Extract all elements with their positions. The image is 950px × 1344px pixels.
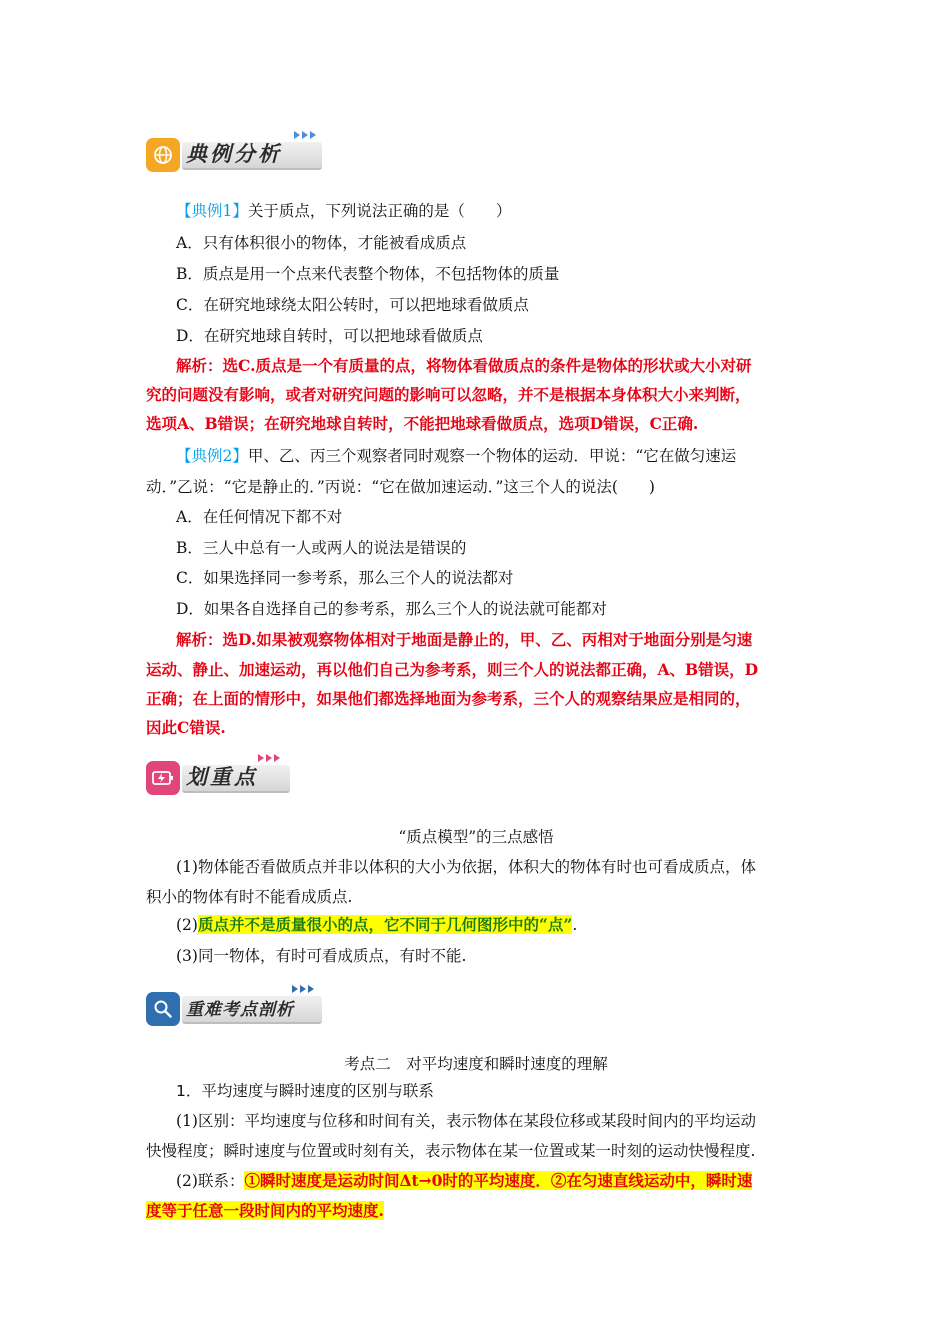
example2-question-line1: 【典例2】甲、乙、丙三个观察者同时观察一个物体的运动．甲说：“它在做匀速运 <box>176 447 737 465</box>
difference-line1: (1)区别：平均速度与位移和时间有关，表示物体在某段位移或某段时间内的平均运动 <box>176 1112 756 1130</box>
keypoint-item3: (3)同一物体，有时可看成质点，有时不能. <box>176 947 467 965</box>
example-analysis-banner <box>146 130 326 180</box>
triple-arrow-icon <box>258 747 282 766</box>
example2-solution-line3: 正确；在上面的情形中，如果他们都选择地面为参考系，三个人的观察结果应是相同的， <box>146 689 751 708</box>
example1-solution-line3: 选项A、B错误；在研究地球自转时，不能把地球看做质点，选项D错误，C正确. <box>146 414 699 433</box>
relation-line1: (2)联系：①瞬时速度是运动时间Δt→0时的平均速度．②在匀速直线运动中，瞬时速 <box>176 1171 753 1190</box>
example1-option-c: C．在研究地球绕太阳公转时，可以把地球看做质点 <box>176 296 529 314</box>
key-points-banner <box>146 753 296 803</box>
example1-option-a: A．只有体积很小的物体，才能被看成质点 <box>176 234 467 252</box>
example1-solution-line1: 解析：选C.质点是一个有质量的点，将物体看做质点的条件是物体的形状或大小对研 <box>176 356 752 375</box>
analysis-heading: 考点二 对平均速度和瞬时速度的理解 <box>344 1055 608 1073</box>
example2-solution-line2: 运动、静止、加速运动，再以他们自己为参考系，则三个人的说法都正确，A、B错误，D <box>146 660 759 679</box>
example2-option-c: C．如果选择同一参考系，那么三个人的说法都对 <box>176 569 514 587</box>
example2-question-line2: 动．”乙说：“它是静止的．”丙说：“它在做加速运动．”这三个人的说法( ) <box>146 478 655 496</box>
globe-icon <box>146 138 180 172</box>
magnifier-icon <box>146 992 180 1026</box>
keypoint-item1-line1: (1)物体能否看做质点并非以体积的大小为依据，体积大的物体有时也可看成质点，体 <box>176 858 756 876</box>
banner-title: 划重点 <box>186 765 258 789</box>
example1-option-d: D．在研究地球自转时，可以把地球看做质点 <box>176 327 483 345</box>
keypoint-heading: “质点模型”的三点感悟 <box>398 828 554 846</box>
example1-question: 【典例1】关于质点，下列说法正确的是（ ） <box>176 202 512 220</box>
example2-solution-line4: 因此C错误. <box>146 718 226 737</box>
difference-line2: 快慢程度；瞬时速度与位置或时刻有关，表示物体在某一位置或某一时刻的运动快慢程度. <box>146 1142 756 1160</box>
triple-arrow-icon <box>292 978 316 997</box>
example2-option-d: D．如果各自选择自己的参考系，那么三个人的说法就可能都对 <box>176 600 607 618</box>
analysis-subheading: 1．平均速度与瞬时速度的区别与联系 <box>176 1082 434 1100</box>
example1-solution-line2: 究的问题没有影响，或者对研究问题的影响可以忽略，并不是根据本身体积大小来判断， <box>146 385 751 404</box>
keypoint-item1-line2: 积小的物体有时不能看成质点. <box>146 888 353 906</box>
example2-solution-line1: 解析：选D.如果被观察物体相对于地面是静止的，甲、乙、丙相对于地面分别是匀速 <box>176 630 753 649</box>
example2-option-b: B．三人中总有一人或两人的说法是错误的 <box>176 539 467 557</box>
banner-title: 典例分析 <box>186 142 282 166</box>
example2-option-a: A．在任何情况下都不对 <box>176 508 343 526</box>
example1-option-b: B．质点是用一个点来代表整个物体，不包括物体的质量 <box>176 265 560 283</box>
banner-title: 重难考点剖析 <box>186 1000 294 1020</box>
triple-arrow-icon <box>294 124 318 143</box>
battery-bolt-icon <box>146 761 180 795</box>
keypoint-item2: (2)质点并不是质量很小的点，它不同于几何图形中的“点”. <box>176 915 578 934</box>
difficult-points-banner <box>146 984 326 1034</box>
relation-line2: 度等于任意一段时间内的平均速度. <box>146 1201 384 1220</box>
